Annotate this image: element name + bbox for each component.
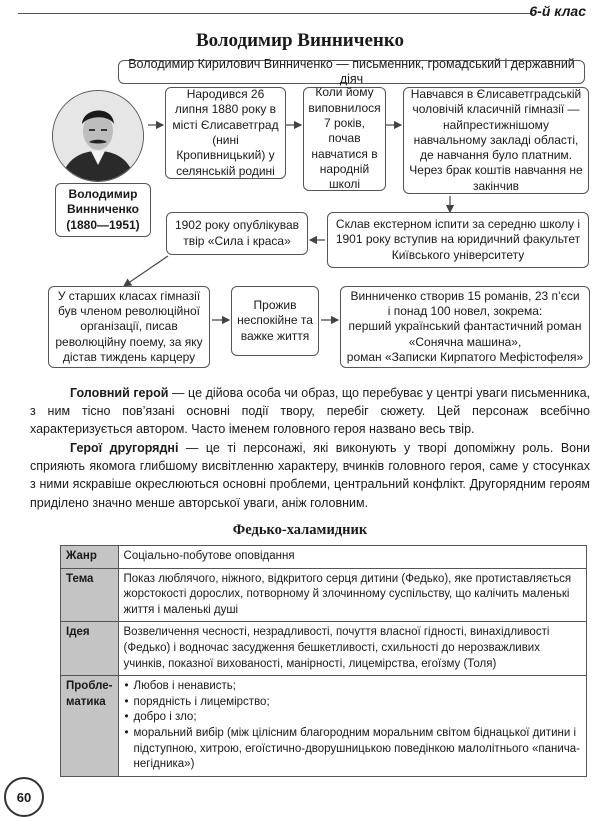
life-text: Прожив неспокійне та важке життя: [237, 298, 313, 343]
author-years: (1880—1951): [66, 217, 140, 232]
born-box: [165, 87, 286, 179]
works-line-4: «Сонячна машина»,: [408, 334, 522, 349]
work-info-table: [60, 545, 587, 777]
university-box: [327, 212, 589, 268]
works-box: [340, 286, 590, 368]
secondary-hero-text: — це ті персонажі, які виконують у творі допоміжну роль. Вони сприяють якомога глибшому висвітленню характеру, вчинків головного героя, саме у стосунках з ними яскравіше окреслюються основні проблеми, центральний конфлікт. Другорядним героям приділено значно менше авторської уваги, аніж головним.: [30, 441, 590, 510]
secondary-hero-definition: [30, 439, 590, 512]
list-item: • порядність і лицемірство;: [134, 695, 581, 711]
problems-key-line-1: Пробле-: [66, 680, 113, 693]
genre-key: Жанр: [61, 546, 119, 569]
problems-key: [61, 676, 119, 777]
grade-label: 6-й клас: [529, 3, 586, 19]
problems-list: [124, 679, 581, 773]
intro-text: Володимир Кирилович Винниченко — письменник, громадський і державний діяч: [128, 56, 575, 86]
works-line-5: роман «Записки Кирпатого Мефістофеля»: [346, 349, 584, 364]
list-item: • моральний вибір (між цілісним благородним моральним світом біднацької дитини і підступною, хитрою, егоїстично-дворушницькою поведінкою малолітнього «панича-негідника»): [134, 726, 581, 773]
page-number: 60: [4, 777, 44, 817]
table-row: [61, 622, 587, 676]
secondary-hero-term: Герої другорядні: [70, 441, 179, 455]
gymnasium-box: [403, 87, 589, 194]
theme-key: Тема: [61, 568, 119, 622]
list-item: • добро і зло;: [134, 710, 581, 726]
school-box: [303, 87, 386, 191]
school-text: Коли йому виповнилося 7 років, почав навчатися в народній школі: [308, 85, 381, 192]
list-item: • Любов і ненависть;: [134, 679, 581, 695]
problems-value: [118, 676, 586, 777]
theme-value: Показ люблячого, ніжного, відкритого серця дитини (Федько), яке протиставляється жорстокості дорослих, потворному й злочинному суспільству, що калічить маленькі життя і маленькі душі: [118, 568, 586, 622]
author-name-box: [55, 183, 151, 237]
arrow-published-revolution: [124, 256, 168, 286]
table-row: [61, 676, 587, 777]
table-row: [61, 568, 587, 622]
main-hero-definition: [30, 384, 590, 439]
works-line-2: і понад 100 новел, зокрема:: [387, 304, 543, 319]
main-hero-text: — це дійова особа чи образ, що перебуває у центрі уваги письменника, з ним тісно пов’язані основні події твору, перебіг сюжету. Цей персонаж всебічно характеризується автором. Часто іменем головного героя названо весь твір.: [30, 386, 590, 437]
published-text: 1902 року опублікував твір «Сила і краса»: [174, 218, 300, 248]
works-line-1: Винниченко створив 15 романів, 23 п’єси: [350, 288, 580, 303]
university-text: Склав екстерном іспити за середню школу і 1901 року вступив на юридичний факультет Київського університету: [335, 217, 581, 262]
genre-value: Соціально-побутове оповідання: [118, 546, 586, 569]
gymnasium-text: Навчався в Єлисаветградській чоловічій класичній гімназії — найпрестижнішому навчальному закладі області, де навчання було платним. Через брак коштів навчання не закінчив: [409, 86, 583, 193]
main-hero-term: Головний герой: [70, 386, 169, 400]
author-portrait: [52, 90, 144, 182]
author-name: Володимир Винниченко: [67, 187, 139, 217]
table-row: [61, 546, 587, 569]
published-box: [166, 212, 308, 255]
revolution-text: У старших класах гімназії був членом революційної організації, писав революційну поему, за яку дістав тиждень карцеру: [55, 288, 203, 364]
problems-key-line-2: матика: [66, 695, 106, 708]
revolution-box: [48, 286, 210, 368]
life-box: [231, 286, 319, 356]
born-text: Народився 26 липня 1880 року в місті Єлисаветград (нині Кропивницький) у селянській родині: [172, 87, 279, 178]
page-title: Володимир Винниченко: [195, 30, 405, 51]
works-line-3: перший український фантастичний роман: [348, 319, 582, 334]
idea-key: Ідея: [61, 622, 119, 676]
portrait-image: [53, 91, 143, 181]
idea-value: Возвеличення чесності, незрадливості, почуття власної гідності, винахідливості (Федько) і водночас засудження бешкетливості, схильності до нерозважливих учинків, показної вихованості, манірності, лицемірства, егоїзму (Толя): [118, 622, 586, 676]
intro-box: [118, 56, 585, 86]
work-title: Федько-халамидник: [232, 522, 368, 538]
